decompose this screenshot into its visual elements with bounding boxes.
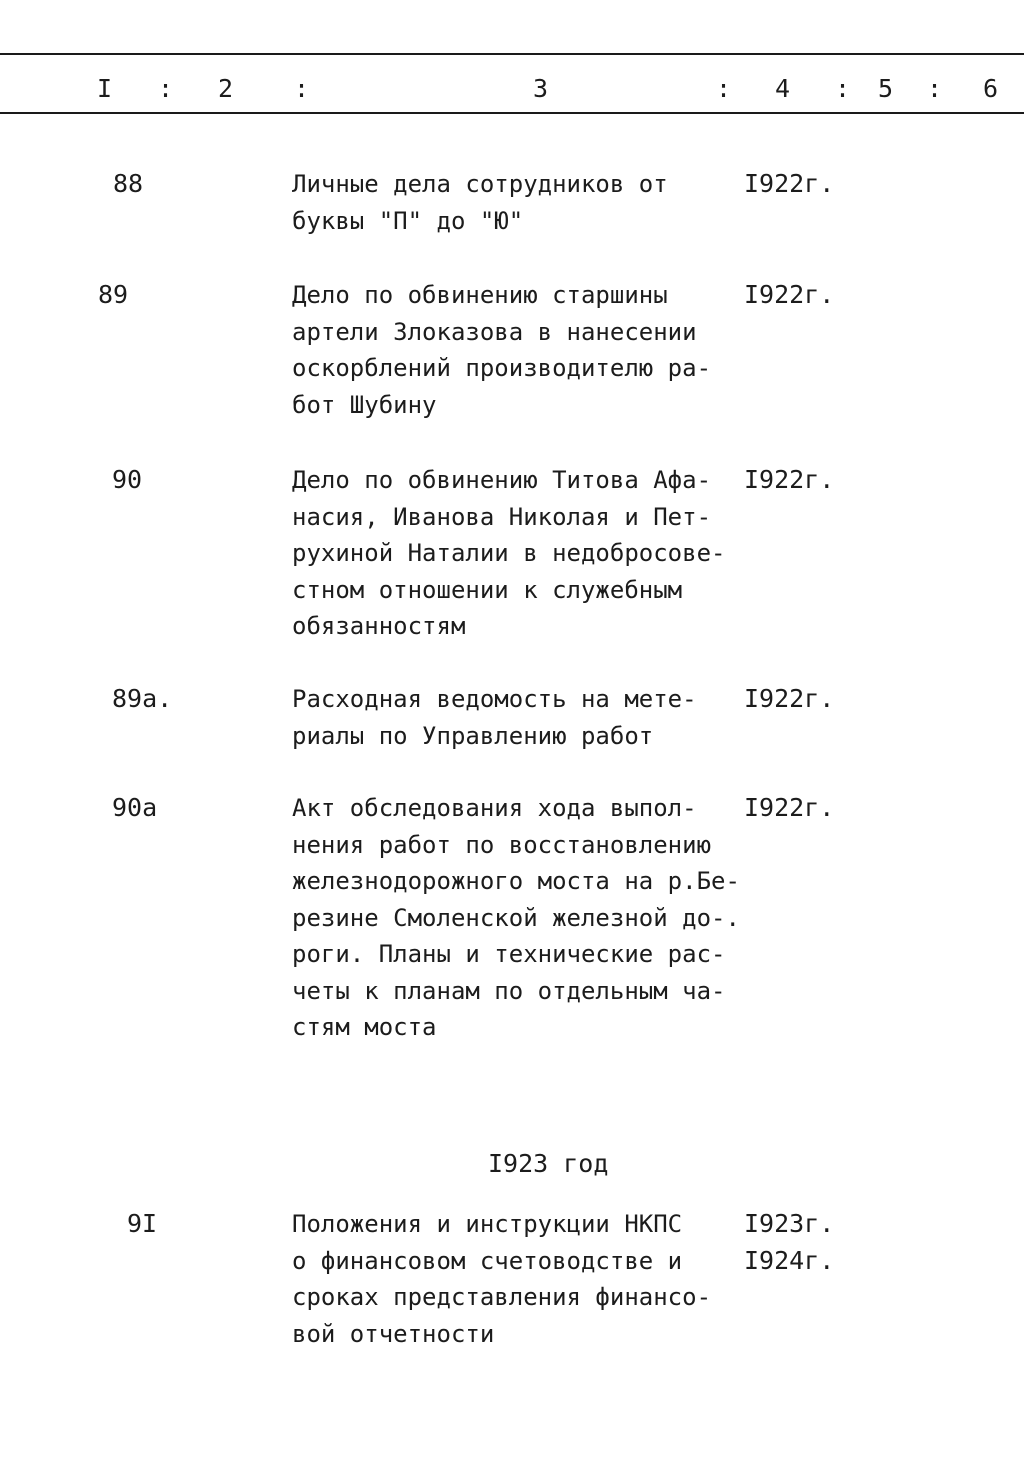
column-header-3: 3 [533, 74, 549, 103]
column-separator: : [294, 74, 310, 103]
date-line: I922г. [744, 280, 835, 309]
date-line: I923г. [744, 1209, 835, 1238]
column-header-2: 2 [218, 74, 234, 103]
description-line: насия, Иванова Николая и Пет- [292, 502, 712, 531]
record-description [292, 790, 772, 1046]
column-header-5: 5 [878, 74, 894, 103]
description-line: риалы по Управлению работ [292, 721, 654, 750]
description-line: буквы "П" до "Ю" [292, 206, 524, 235]
record-description [292, 462, 772, 645]
header-top-rule [0, 53, 1024, 55]
record-number: 88 [113, 169, 144, 198]
column-separator: : [927, 74, 943, 103]
column-header-1: I [97, 74, 113, 103]
description-line: Дело по обвинению старшины [292, 281, 668, 309]
record-description [292, 681, 772, 754]
record-date [744, 277, 834, 314]
description-line: Акт обследования хода выпол- [292, 794, 697, 822]
date-line: I922г. [744, 465, 835, 494]
header-bottom-rule [0, 112, 1024, 114]
description-line: Дело по обвинению Титова Афа- [292, 466, 712, 494]
description-line: сроках представления финансо- [292, 1283, 712, 1311]
record-number: 89 [98, 280, 129, 309]
description-line: железнодорожного моста на р.Бе- [292, 867, 740, 895]
description-line: рухиной Наталии в недобросове- [292, 539, 726, 567]
date-line: I922г. [744, 793, 835, 822]
date-line: I922г. [744, 169, 835, 198]
record-description [292, 166, 772, 239]
record-number: 90а [112, 793, 158, 822]
description-line: четы к планам по отдельным ча- [292, 976, 726, 1005]
description-line: стном отношении к служебным [292, 575, 683, 604]
description-line: нения работ по восстановлению [292, 830, 712, 859]
description-line: о финансовом счетоводстве и [292, 1246, 683, 1275]
record-description [292, 277, 772, 423]
column-separator: : [716, 74, 732, 103]
description-line: роги. Планы и технические рас- [292, 940, 726, 968]
column-separator: : [835, 74, 851, 103]
description-line: обязанностям [292, 612, 466, 640]
section-heading-year: I923 год [488, 1149, 609, 1178]
description-line: артели Злоказова в нанесении [292, 317, 697, 346]
description-line: вой отчетности [292, 1319, 495, 1348]
description-line: Положения и инструкции НКПС [292, 1210, 683, 1238]
description-line: резине Смоленской железной до-. [292, 903, 740, 932]
record-date [744, 1206, 834, 1279]
description-line: бот Шубину [292, 390, 437, 419]
description-line: Личные дела сотрудников от [292, 170, 668, 198]
column-header-4: 4 [775, 74, 791, 103]
record-number: 89а. [112, 684, 173, 713]
date-line: I924г. [744, 1245, 835, 1275]
record-number: 90 [112, 465, 143, 494]
record-date [744, 681, 834, 718]
description-line: оскорблений производителю ра- [292, 354, 712, 382]
record-number: 9I [127, 1209, 158, 1238]
date-line: I922г. [744, 684, 835, 713]
description-line: Расходная ведомость на мете- [292, 685, 697, 713]
record-date [744, 166, 834, 203]
column-header-6: 6 [983, 74, 999, 103]
record-description [292, 1206, 772, 1352]
record-date [744, 790, 834, 827]
record-date [744, 462, 834, 499]
column-separator: : [158, 74, 174, 103]
description-line: стям моста [292, 1013, 437, 1041]
